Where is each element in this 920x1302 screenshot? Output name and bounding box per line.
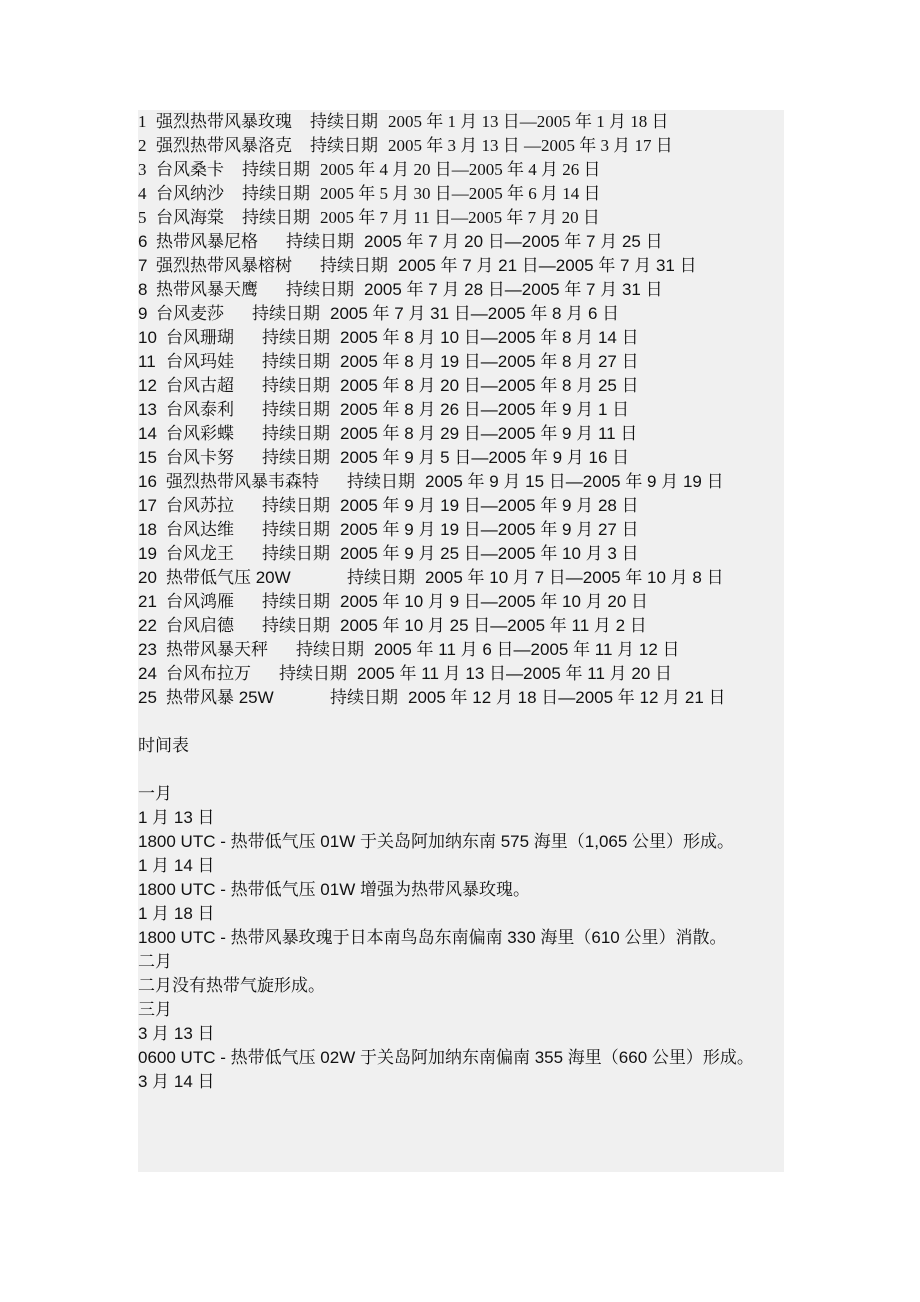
storm-number: 6 [138,232,148,251]
storm-row [138,230,800,254]
duration-label: 持续日期 [242,160,310,179]
spacer [138,710,800,734]
storm-number: 4 [138,184,147,203]
timeline-entry: 1 月 14 日 [138,856,215,875]
storm-dates: 2005 年 1 月 13 日—2005 年 1 月 18 日 [388,112,669,131]
storm-row [138,518,800,542]
timeline-title: 时间表 [138,736,189,755]
duration-label: 持续日期 [242,184,310,203]
storm-row [138,302,800,326]
storm-row [138,686,800,710]
storm-name: 台风启德 [166,616,234,635]
storm-row [138,182,800,206]
timeline-entry: 3 月 13 日 [138,1024,215,1043]
storm-number: 3 [138,160,147,179]
storm-dates: 2005 年 7 月 11 日—2005 年 7 月 20 日 [320,208,600,227]
duration-label: 持续日期 [320,256,388,275]
document-content [138,110,800,1094]
storm-dates: 2005 年 7 月 31 日—2005 年 8 月 6 日 [330,304,620,323]
storm-dates: 2005 年 7 月 28 日—2005 年 7 月 31 日 [364,280,663,299]
storm-name: 热带风暴天鹰 [156,280,258,299]
timeline-entry: 三月 [138,1000,172,1019]
storm-dates: 2005 年 9 月 25 日—2005 年 10 月 3 日 [340,544,639,563]
storm-dates: 2005 年 8 月 29 日—2005 年 9 月 11 日 [340,424,638,443]
duration-label: 持续日期 [262,616,330,635]
duration-label: 持续日期 [347,472,415,491]
storm-name: 台风鸿雁 [166,592,234,611]
storm-name: 强烈热带风暴洛克 [156,136,292,155]
duration-label: 持续日期 [286,280,354,299]
storm-name: 热带风暴尼格 [156,232,258,251]
duration-label: 持续日期 [262,544,330,563]
duration-label: 持续日期 [296,640,364,659]
storm-dates: 2005 年 7 月 20 日—2005 年 7 月 25 日 [364,232,663,251]
storm-dates: 2005 年 7 月 21 日—2005 年 7 月 31 日 [398,256,697,275]
storm-name: 台风玛娃 [166,352,234,371]
storm-row [138,662,800,686]
storm-row [138,566,800,590]
duration-label: 持续日期 [286,232,354,251]
storm-number: 11 [138,352,156,371]
storm-name: 台风海棠 [156,208,224,227]
duration-label: 持续日期 [330,688,398,707]
storm-number: 2 [138,136,147,155]
storm-number: 21 [138,592,157,611]
duration-label: 持续日期 [252,304,320,323]
storm-row [138,254,800,278]
storm-dates: 2005 年 8 月 10 日—2005 年 8 月 14 日 [340,328,639,347]
storm-dates: 2005 年 10 月 7 日—2005 年 10 月 8 日 [425,568,724,587]
storm-name: 台风泰利 [166,400,234,419]
storm-name: 台风珊瑚 [166,328,234,347]
timeline-entry: 二月没有热带气旋形成。 [138,976,325,995]
duration-label: 持续日期 [262,592,330,611]
duration-label: 持续日期 [242,208,310,227]
storm-number: 1 [138,112,147,131]
timeline-entry: 1 月 18 日 [138,904,215,923]
storm-row [138,590,800,614]
storm-dates: 2005 年 10 月 25 日—2005 年 11 月 2 日 [340,616,647,635]
timeline-entry: 0600 UTC - 热带低气压 02W 于关岛阿加纳东南偏南 355 海里（660 公里）形成。 [138,1048,754,1067]
storm-row [138,446,800,470]
storm-row [138,326,800,350]
storm-name: 台风苏拉 [166,496,234,515]
storm-dates: 2005 年 8 月 26 日—2005 年 9 月 1 日 [340,400,630,419]
storm-number: 12 [138,376,157,395]
storm-name: 台风卡努 [166,448,234,467]
storm-name: 台风彩蝶 [166,424,234,443]
storm-number: 25 [138,688,157,707]
storm-name: 强烈热带风暴韦森特 [166,472,319,491]
storm-number: 17 [138,496,157,515]
document-page [138,110,784,1172]
storm-number: 14 [138,424,157,443]
storm-dates: 2005 年 9 月 15 日—2005 年 9 月 19 日 [425,472,724,491]
storm-number: 5 [138,208,147,227]
storm-row [138,494,800,518]
storm-number: 15 [138,448,157,467]
timeline-entry: 二月 [138,952,172,971]
duration-label: 持续日期 [262,448,330,467]
storm-name: 台风布拉万 [166,664,251,683]
duration-label: 持续日期 [262,520,330,539]
storm-dates: 2005 年 5 月 30 日—2005 年 6 月 14 日 [320,184,601,203]
storm-row [138,398,800,422]
storm-name: 台风纳沙 [156,184,224,203]
storm-name: 热带低气压 20W [166,568,291,587]
storm-number: 10 [138,328,157,347]
storm-number: 24 [138,664,157,683]
storm-dates: 2005 年 12 月 18 日—2005 年 12 月 21 日 [408,688,726,707]
timeline-entry: 1800 UTC - 热带风暴玫瑰于日本南鸟岛东南偏南 330 海里（610 公里）消散。 [138,928,727,947]
duration-label: 持续日期 [262,376,330,395]
storm-dates: 2005 年 4 月 20 日—2005 年 4 月 26 日 [320,160,601,179]
storm-dates: 2005 年 8 月 19 日—2005 年 8 月 27 日 [340,352,639,371]
storm-dates: 2005 年 9 月 19 日—2005 年 9 月 27 日 [340,520,639,539]
storm-number: 19 [138,544,157,563]
storm-name: 强烈热带风暴玫瑰 [156,112,292,131]
storm-dates: 2005 年 9 月 19 日—2005 年 9 月 28 日 [340,496,639,515]
storm-row [138,374,800,398]
storm-row [138,350,800,374]
storm-name: 热带风暴 25W [166,688,274,707]
duration-label: 持续日期 [310,136,378,155]
storm-row [138,110,800,134]
storm-dates: 2005 年 10 月 9 日—2005 年 10 月 20 日 [340,592,649,611]
storm-dates: 2005 年 11 月 13 日—2005 年 11 月 20 日 [357,664,672,683]
timeline-entry: 一月 [138,784,172,803]
storm-name: 台风麦莎 [156,304,224,323]
storm-number: 8 [138,280,148,299]
storm-number: 23 [138,640,157,659]
storm-row [138,158,800,182]
storm-name: 台风达维 [166,520,234,539]
duration-label: 持续日期 [310,112,378,131]
storm-number: 20 [138,568,157,587]
storm-name: 台风龙王 [166,544,234,563]
storm-name: 台风古超 [166,376,234,395]
duration-label: 持续日期 [262,424,330,443]
storm-dates: 2005 年 8 月 20 日—2005 年 8 月 25 日 [340,376,639,395]
duration-label: 持续日期 [279,664,347,683]
storm-row [138,422,800,446]
storm-number: 9 [138,304,148,323]
storm-dates: 2005 年 9 月 5 日—2005 年 9 月 16 日 [340,448,630,467]
storm-name: 强烈热带风暴榕树 [156,256,292,275]
storm-name: 台风桑卡 [156,160,224,179]
storm-row [138,542,800,566]
duration-label: 持续日期 [262,496,330,515]
timeline-entry: 1800 UTC - 热带低气压 01W 于关岛阿加纳东南 575 海里（1,065 公里）形成。 [138,832,735,851]
storm-number: 22 [138,616,157,635]
timeline-entry: 1800 UTC - 热带低气压 01W 增强为热带风暴玫瑰。 [138,880,530,899]
duration-label: 持续日期 [347,568,415,587]
storm-number: 13 [138,400,157,419]
storm-row [138,614,800,638]
storm-name: 热带风暴天秤 [166,640,268,659]
timeline-entry: 3 月 14 日 [138,1072,215,1091]
duration-label: 持续日期 [262,400,330,419]
timeline-entry: 1 月 13 日 [138,808,215,827]
storm-row [138,638,800,662]
spacer [138,758,800,782]
storm-dates: 2005 年 3 月 13 日 —2005 年 3 月 17 日 [388,136,673,155]
duration-label: 持续日期 [262,328,330,347]
storm-row [138,134,800,158]
storm-dates: 2005 年 11 月 6 日—2005 年 11 月 12 日 [374,640,680,659]
storm-number: 7 [138,256,148,275]
storm-row [138,206,800,230]
storm-row [138,278,800,302]
duration-label: 持续日期 [262,352,330,371]
storm-number: 18 [138,520,157,539]
storm-row [138,470,800,494]
storm-number: 16 [138,472,157,491]
